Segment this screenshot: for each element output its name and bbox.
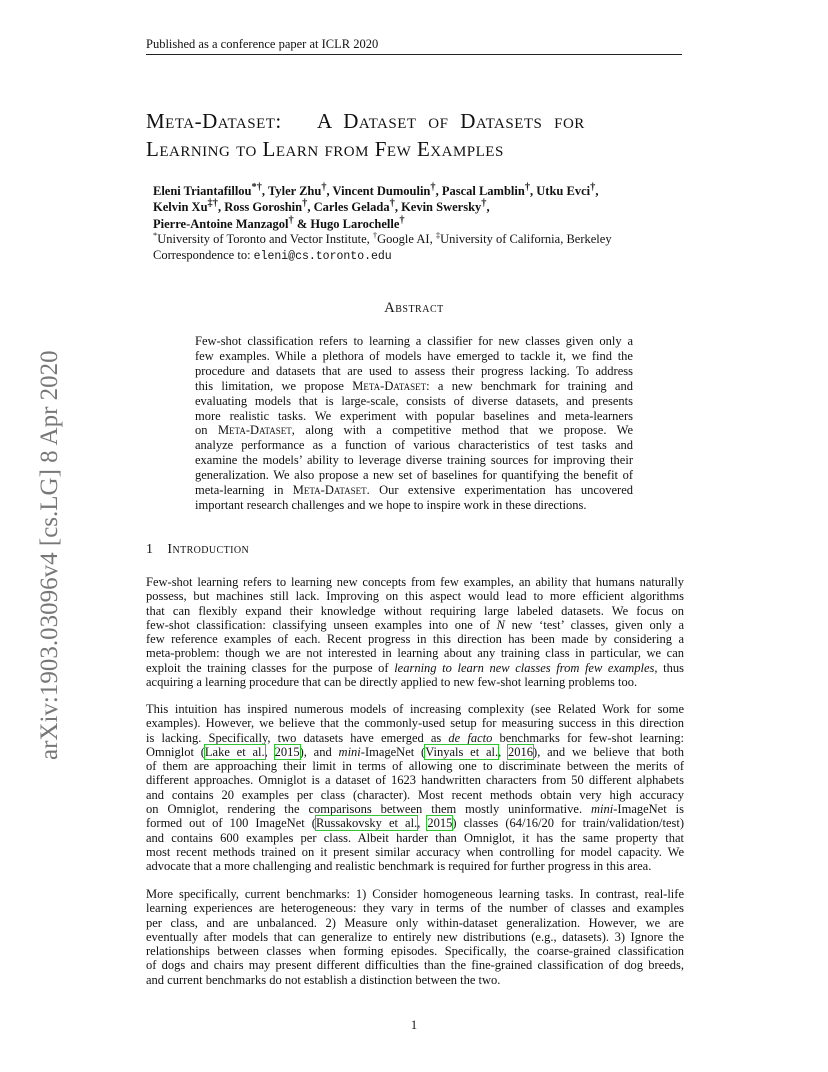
paragraph-2-line: different approaches. Omniglot is a dataset of 1623 handwritten characters from 50 different alphabets (146, 773, 684, 788)
paragraph-1-line: few reference examples of each. Recent progress in this direction has been made by considering a (146, 632, 684, 647)
paragraph-2-line: advocate that a more challenging and realistic benchmark is required for further progress in this area. (146, 859, 652, 874)
abstract-line: procedure and datasets that are used to assess their progress lacking. To address (195, 363, 633, 378)
authors-line-3: Pierre-Antoine Manzagol† & Hugo Larochelle† (153, 214, 405, 231)
authors-line-2: Kelvin Xu‡†, Ross Goroshin†, Carles Gelada†, Kevin Swersky†, (153, 198, 490, 215)
paragraph-2 (146, 702, 684, 874)
title-line-2: Learning to Learn from Few Examples (146, 137, 504, 161)
section-title: Introduction (167, 542, 250, 557)
abstract-line: evaluating models that is large-scale, consists of diverse datasets, and presents (195, 393, 633, 408)
affiliation-line: *University of Toronto and Vector Institute, †Google AI, ‡University of California, Berkeley (153, 229, 612, 246)
abstract-line: this limitation, we propose Meta-Dataset: a new benchmark for training and (195, 378, 633, 393)
abstract-line: important research challenges and we hope to inspire work in these directions. (195, 497, 587, 512)
paragraph-3-line: More specifically, current benchmarks: 1) Consider homogeneous learning tasks. In contrast, real-life (146, 887, 684, 901)
paragraph-1-line: possess, but machines still lack. Improving on this aspect would lead to more efficient algorithms (146, 589, 684, 604)
paragraph-3 (146, 887, 684, 987)
paragraph-2-line: of them are approaching their limit in terms of allowing one to discriminate between the merits of (146, 759, 684, 774)
arxiv-stamp-text: arXiv:1903.03096v4 [cs.LG] 8 Apr 2020 (36, 350, 63, 760)
paragraph-2-line: most recent methods trained on it present similar accuracy when controlling for model capacity. We (146, 844, 684, 859)
correspondence-label: Correspondence to: (153, 247, 251, 262)
citation-year-link[interactable]: 2016 (508, 744, 534, 759)
paragraph-1-line: few-shot classification: classifying unseen examples into one of N new ‘test’ classes, given only a (146, 617, 684, 632)
abstract-line: generalization. We also propose a new set of baselines for quantifying the benefit of (195, 468, 633, 483)
citation-year-link[interactable]: 2015 (274, 744, 300, 759)
page-number: 1 (410, 1018, 418, 1032)
paper-title (146, 107, 686, 163)
affiliations (153, 229, 612, 265)
paragraph-3-line: learning experiences are heterogeneous: they vary in terms of the number of classes and examples (146, 901, 684, 916)
paragraph-2-line: and contains 20 examples per class (character). Most recent methods obtain very high accuracy (146, 787, 684, 802)
citation-year-link[interactable]: 2015 (427, 816, 453, 831)
abstract-line: meta-learning in Meta-Dataset. Our extensive experimentation has uncovered (195, 483, 633, 498)
email-link[interactable]: eleni@cs.toronto.edu (253, 249, 392, 263)
paragraph-1 (146, 575, 684, 689)
citation-link[interactable]: Russakovsky et al. (315, 816, 418, 831)
title-line-1: Meta-Dataset: A Dataset of Datasets for (146, 109, 585, 133)
abstract-line: few examples. While a plethora of models have emerged to tackle it, we find the (195, 348, 633, 363)
abstract-line: on Meta-Dataset, along with a competitive method that we propose. We (195, 423, 634, 438)
paragraph-2-line: formed out of 100 ImageNet (Russakovsky et al., 2015) classes (64/16/20 for train/validation/test) (146, 816, 684, 831)
header-rule (146, 54, 682, 55)
paragraph-2-line: on Omniglot, rendering the comparisons between them mostly uninformative. mini-ImageNet is (146, 802, 684, 817)
abstract-line: analyze performance as a function of various characteristics of test tasks and (195, 438, 633, 453)
paragraph-3-line: eventually after models that can generalize to entirely new distributions (e.g., datasets). 3) Ignore the (146, 929, 684, 944)
paragraph-1-line: meta-problem: though we are not interested in learning about any training class in particular, we can (146, 646, 684, 661)
paragraph-1-line: Few-shot learning refers to learning new concepts from few examples, an ability that humans naturally (146, 575, 684, 589)
paragraph-1-line: exploit the training classes for the purpose of learning to learn new classes from few examples, thus (146, 660, 684, 675)
paragraph-1-line: acquiring a learning procedure that can be directly applied to new few-shot learning problems too. (146, 675, 638, 690)
abstract-heading: Abstract (384, 300, 444, 316)
paragraph-1-line: that can flexibly expand their knowledge without requiring large labeled datasets. We focus on (146, 603, 684, 618)
abstract-line: examine the models’ ability to leverage diverse training sources for improving their (195, 453, 633, 468)
paragraph-2-line: is lacking. Specifically, two datasets have emerged as de facto benchmarks for few-shot learning: (146, 730, 684, 745)
author-list (153, 183, 598, 232)
abstract-body (195, 334, 633, 513)
abstract-line: more realistic tasks. We experiment with popular baselines and meta-learners (195, 408, 633, 423)
paragraph-2-line: Omniglot (Lake et al., 2015), and mini-ImageNet (Vinyals et al., 2016), and we believe that both (146, 744, 685, 759)
paragraph-3-line: of dogs and chairs may present different difficulties than the fine-grained classification of dog breeds, (146, 958, 684, 973)
paragraph-3-line: relationships between classes when forming episodes. Specifically, the coarse-grained classification (146, 944, 684, 959)
citation-link[interactable]: Vinyals et al. (425, 744, 499, 759)
section-heading-introduction (146, 542, 249, 558)
authors-line-1: Eleni Triantafillou*†, Tyler Zhu†, Vincent Dumoulin†, Pascal Lamblin†, Utku Evci†, (153, 181, 599, 198)
paragraph-3-line: per class, and are unbalanced. 2) Measure only within-dataset generalization. However, we are (146, 915, 684, 930)
paragraph-2-line: examples). However, we believe that the commonly-used setup for measuring success in this direction (146, 716, 684, 731)
abstract-line: Few-shot classification refers to learning a classifier for new classes given only a (195, 334, 633, 348)
paragraph-2-line: This intuition has inspired numerous models of increasing complexity (see Related Work for some (146, 702, 684, 716)
citation-link[interactable]: Lake et al. (204, 744, 265, 759)
section-number: 1 (146, 542, 154, 557)
paragraph-3-line: and current benchmarks do not establish a distinction between the two. (146, 972, 501, 987)
running-header: Published as a conference paper at ICLR 2020 (146, 37, 379, 51)
paragraph-2-line: and contains 600 examples per class. Albeit harder than Omniglot, it has the same property that (146, 830, 684, 845)
correspondence-line (153, 248, 612, 265)
